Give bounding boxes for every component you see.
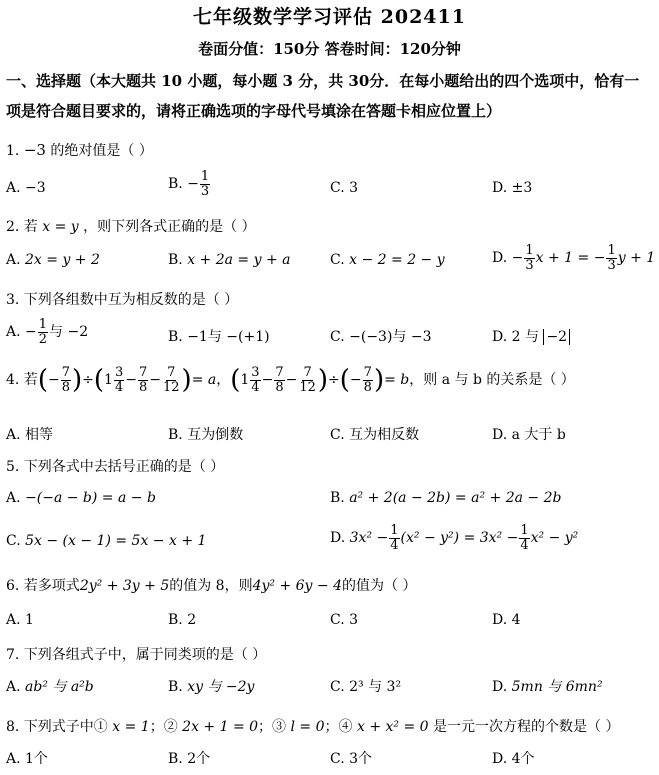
question-5-stem: 5. 下列各式中去括号正确的是（ ）: [6, 459, 225, 475]
question-8-option-b: B. 2个: [168, 751, 211, 767]
fraction: $\frac{7}{12}$: [299, 365, 316, 395]
question-7-option-b: B. xy 与 −2y: [168, 679, 255, 695]
question-1-option-d: D. ±3: [492, 180, 533, 196]
question-7-stem: 7. 下列各组式子中，属于同类项的是（ ）: [6, 647, 267, 663]
question-4-option-d: D. a 大于 b: [492, 427, 566, 443]
fraction: $\frac{1}{3}$: [607, 243, 616, 273]
question-5-option-d: D. 3x² − $\frac{1}{4}$ (x² − y²) = 3x² − $\frac{1}{4}$ x² − y²: [330, 523, 579, 553]
question-3-stem: 3. 下列各组数中互为相反数的是（ ）: [6, 292, 239, 308]
question-2-option-c: C. x − 2 = 2 − y: [330, 252, 445, 268]
question-3-option-d: D. 2 与 −2: [492, 326, 570, 346]
fraction: $\frac{7}{8}$: [363, 365, 372, 395]
question-1-option-b: B. − $\frac{1}{3}$: [168, 169, 210, 199]
question-7-option-a: A. ab² 与 a²b: [6, 679, 94, 695]
question-1-option-c: C. 3: [330, 180, 359, 196]
question-3-option-c: C. −(−3)与 −3: [330, 329, 432, 345]
page-subtitle: 卷面分值：150分 答卷时间：120分钟: [198, 40, 461, 58]
question-5-option-c: C. 5x − (x − 1) = 5x − x + 1: [6, 533, 207, 549]
question-6-option-b: B. 2: [168, 612, 197, 628]
question-6-stem: 6. 若多项式2y² + 3y + 5的值为 8，则4y² + 6y − 4的值为（ ）: [6, 578, 417, 594]
question-3-option-b: B. −1与 −(+1): [168, 329, 270, 345]
fraction: $\frac{1}{3}$: [525, 243, 534, 273]
question-4-option-a: A. 相等: [6, 427, 54, 443]
question-1-stem: 1. −3 的绝对值是（ ）: [6, 141, 153, 159]
fraction: $\frac{1}{4}$: [520, 523, 529, 553]
fraction: $\frac{1}{3}$: [200, 169, 210, 199]
question-4-option-c: C. 互为相反数: [330, 427, 420, 443]
question-7-option-d: D. 5mn 与 6mn²: [492, 679, 603, 695]
fraction: $\frac{3}{4}$: [251, 365, 260, 395]
section-heading-line-2: 项是符合题目要求的，请将正确选项的字母代号填涂在答题卡相应位置上）: [6, 102, 502, 120]
fraction: $\frac{3}{4}$: [114, 365, 124, 395]
page-title: 七年级数学学习评估 202411: [193, 6, 466, 28]
section-heading-line-1: 一、选择题（本大题共 10 小题，每小题 3 分，共 30分．在每小题给出的四个选项中，恰有一: [6, 72, 640, 90]
question-6-option-c: C. 3: [330, 612, 359, 628]
question-2-stem: 2. 若 x = y ，则下列各式正确的是（ ）: [6, 219, 256, 235]
question-4-stem: 4. 若(− $\frac{7}{8}$ )÷(1 $\frac{3}{4}$ − $\frac{7}{8}$ − $\frac{7}{12}$ )= a，(1 $\frac{3}{4}$ − $\frac{7}{8}$ − $\frac{7}{12}$ )÷(− $\frac{7}{8}$ )= b，则 a 与 b 的关系是（ ）: [6, 365, 575, 396]
question-8-option-a: A. 1个: [6, 751, 48, 767]
fraction: $\frac{7}{8}$: [61, 365, 70, 395]
question-6-option-a: A. 1: [6, 612, 34, 628]
question-3-option-a: A. − $\frac{1}{2}$ 与 −2: [6, 317, 89, 347]
question-5-option-a: A. −(−a − b) = a − b: [6, 490, 156, 506]
question-2-option-a: A. 2x = y + 2: [6, 252, 100, 268]
question-2-option-b: B. x + 2a = y + a: [168, 252, 291, 268]
question-2-option-d: D. − $\frac{1}{3}$ x + 1 = − $\frac{1}{3}$ y + 1: [492, 243, 656, 273]
question-1-option-a: A. −3: [6, 180, 46, 196]
fraction: $\frac{7}{12}$: [162, 365, 180, 395]
fraction: $\frac{7}{8}$: [275, 365, 284, 395]
question-8-option-d: D. 4个: [492, 751, 535, 767]
question-8-option-c: C. 3个: [330, 751, 373, 767]
fraction: $\frac{1}{2}$: [38, 317, 48, 347]
question-6-option-d: D. 4: [492, 612, 521, 628]
question-8-stem: 8. 下列式子中① x = 1；② 2x + 1 = 0；③ l = 0；④ x + x² = 0 是一元一次方程的个数是（ ）: [6, 719, 620, 735]
question-5-option-b: B. a² + 2(a − 2b) = a² + 2a − 2b: [330, 490, 562, 506]
question-4-option-b: B. 互为倒数: [168, 427, 244, 443]
question-7-option-c: C. 2³ 与 3²: [330, 679, 402, 695]
fraction: $\frac{7}{8}$: [138, 365, 148, 395]
fraction: $\frac{1}{4}$: [390, 523, 399, 553]
